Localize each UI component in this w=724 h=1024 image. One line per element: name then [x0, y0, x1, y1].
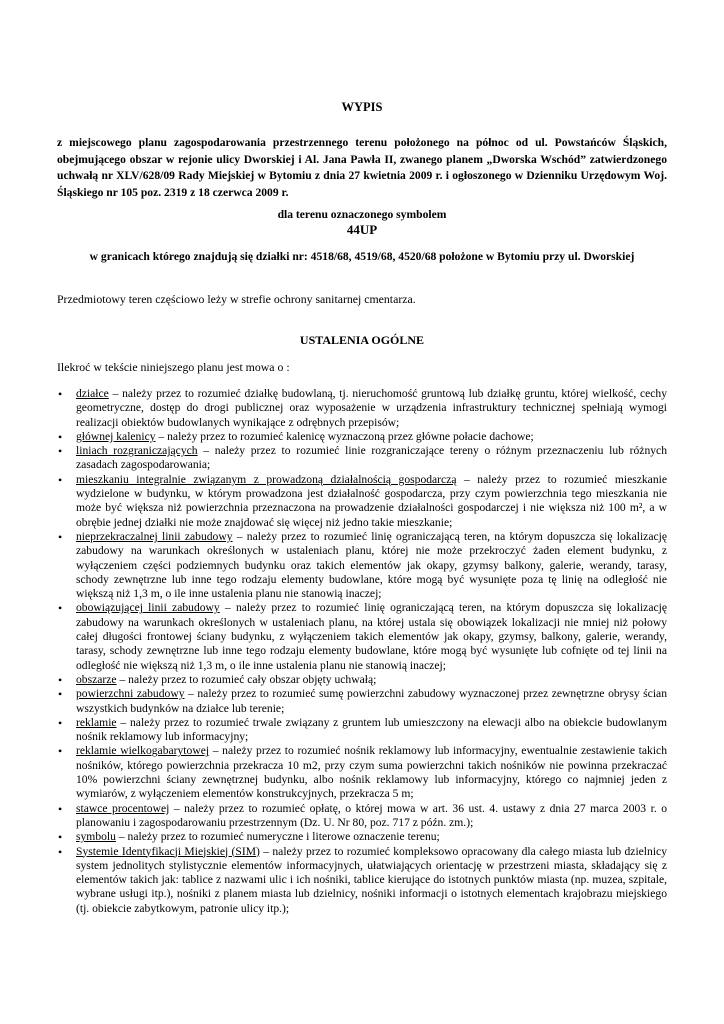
definition-term: Systemie Identyfikacji Miejskiej (SIM)	[76, 844, 260, 858]
definition-term: mieszkaniu integralnie związanym z prowadzoną działalnością gospodarczą	[76, 472, 457, 486]
definition-item	[57, 473, 667, 530]
definition-item	[57, 601, 667, 672]
definition-term: reklamie	[76, 715, 117, 729]
definition-text: – należy przez to rozumieć opłatę, o której mowa w art. 36 ust. 4. ustawy z dnia 27 marca 2003 r. o planowaniu i zagospodarowaniu przestrzennym (Dz. U. Nr 80, poz. 717 z późn. zm.);	[76, 801, 668, 829]
definitions-list	[57, 387, 667, 916]
intro-paragraph	[57, 135, 667, 201]
section-title: USTALENIA OGÓLNE	[299, 333, 425, 347]
definition-text: – należy przez to rozumieć linie rozgraniczające tereny o różnym przeznaczeniu lub różnych zasadach zagospodarowania;	[76, 444, 667, 472]
parcel-boundaries: w granicach którego znajdują się działki nr: 4518/68, 4519/68, 4520/68 położone w Bytomiu przy ul. Dworskiej	[89, 250, 635, 263]
definition-text: – należy przez to rozumieć nośnik reklamowy lub informacyjny, ewentualnie zestawienie takich nośników, którego powierzchnia przekracza 10 m2, przy czym suma powierzchni takich nośników nie powinna przekraczać 10% powierzchni ściany zewnętrznej budynku, albo nośnik reklamowy lub informacyjny, którego co najmniej jeden z wymiarów, z wyłączeniem elementów konstrukcyjnych, przekracza 5 m;	[76, 744, 667, 801]
intro-text: z miejscowego planu zagospodarowania przestrzennego terenu położonego na północ od ul. Powstańców Śląskich, obejmującego obszar w rejonie ulicy Dworskiej i Al. Jana Pawła II, zwanego planem „Dworska Wschód” zatwierdzonego uchwałą nr XLV/628/09 Rady Miejskiej w Bytomiu z dnia 27 kwietnia 2009 r. i ogłoszonego w Dzienniku Urzędowym Woj. Śląskiego nr 105 poz. 2319 z 18 czerwca 2009 r.	[57, 136, 667, 199]
definition-text: – należy przez to rozumieć cały obszar objęty uchwałą;	[116, 672, 377, 686]
definition-term: nieprzekraczalnej linii zabudowy	[76, 529, 233, 543]
definition-item	[57, 444, 667, 473]
definitions-intro: Ilekroć w tekście niniejszego planu jest mowa o :	[57, 360, 290, 374]
definition-text: – należy przez to rozumieć działkę budowlaną, tj. nieruchomość gruntową lub działkę gruntu, której wielkość, cechy geometryczne, dostęp do drogi publicznej oraz wyposażenie w urządzenia infrastruktury technicznej spełniają wymogi realizacji obiektów budowlanych wynikające z odrębnych przepisów;	[76, 387, 667, 429]
definition-term: powierzchni zabudowy	[76, 687, 185, 701]
definition-term: stawce procentowej	[76, 801, 170, 815]
definition-text: – należy przez to rozumieć linię ograniczającą teren, na którym dopuszcza się lokalizację zabudowy na warunkach określonych w ustaleniach planu, której nie może przekroczyć żaden element budynku, z wyłączeniem części podziemnych budynku oraz takich elementów jak okapy, gzymsy balkony, galerie, werandy, tarasy, schody zewnętrzne lub inne tego rodzaju elementy budowlane, które mogą być wysunięte poza tę linię na odległość nie większą niż 1,3 m, o ile inne ustalenia planu nie stanowią inaczej;	[76, 529, 667, 601]
definition-term: działce	[76, 387, 109, 400]
definition-term: symbolu	[76, 830, 116, 844]
symbol-label: dla terenu oznaczonego symbolem	[277, 208, 447, 221]
definition-item	[57, 744, 667, 801]
definition-text: – należy przez to rozumieć trwale związany z gruntem lub umieszczony na elewacji albo na obiekcie budowlanym nośnik reklamowy lub informacyjny;	[76, 715, 667, 744]
definition-item	[57, 430, 667, 444]
definition-item	[57, 530, 667, 601]
definition-term: obowiązującej linii zabudowy	[76, 601, 220, 615]
definition-text: – należy przez to rozumieć kalenicę wyznaczoną przez główne połacie dachowe;	[155, 429, 534, 443]
definition-text: – należy przez to rozumieć sumę powierzchni zabudowy wyznaczonej przez zewnętrzne obrysy ścian wszystkich budynków na działce lub terenie;	[76, 687, 667, 715]
definition-text: – należy przez to rozumieć numeryczne i literowe oznaczenie terenu;	[115, 830, 440, 844]
definition-term: głównej kalenicy	[76, 429, 156, 443]
definition-term: liniach rozgraniczających	[76, 444, 198, 458]
definition-text: – należy przez to rozumieć kompleksowo opracowany dla całego miasta lub dzielnicy system jednolitych stylistycznie elementów informacyjnych, ułatwiających orientację w przestrzeni miasta, składający się z elementów takich jak: tablice z nazwami ulic i ich nośniki, tablice kierujące do istotnych punktów miasta (np. muzea, szpitale, wybrane usługi itp.), nośniki z planem miasta lub dzielnicy, nośniki informacji o istotnych elementach krajobrazu miejskiego (tj. obiekcie zabytkowym, patronie ulicy itp.);	[76, 844, 667, 915]
definition-item	[57, 387, 667, 430]
definition-item	[57, 716, 667, 745]
area-symbol: 44UP	[346, 222, 378, 237]
definition-text: – należy przez to rozumieć linię ograniczającą teren, na którym dopuszcza się lokalizację zabudowy na warunkach określonych w ustaleniach planu, na której ustala się obowiązek lokalizacji nie mniej niż połowy całej długości frontowej ściany budynku, z wyłączeniem takich elementów jak okapy, gzymsy, balkony, galerie, werandy, tarasy, schody zewnętrzne lub inne tego rodzaju elementy budowlane, które mogą być wysunięte lub cofnięte od tej linii na odległość nie większą niż 1,3 m, o ile inne ustalenia planu nie stanowią inaczej;	[76, 601, 667, 672]
sanitary-zone-note: Przedmiotowy teren częściowo leży w strefie ochrony sanitarnej cmentarza.	[57, 292, 416, 306]
definition-item	[57, 830, 667, 844]
definition-term: obszarze	[76, 672, 117, 686]
definition-item	[57, 802, 667, 831]
document-title: WYPIS	[341, 100, 383, 114]
definition-item	[57, 673, 667, 687]
definition-item	[57, 845, 667, 916]
definition-term: reklamie wielkogabarytowej	[76, 744, 210, 758]
definition-item	[57, 687, 667, 716]
definition-text: – należy przez to rozumieć mieszkanie wydzielone w budynku, w którym prowadzona jest działalność gospodarcza, przy czym powierzchnia tego mieszkania nie może być większa niż powierzchnia przeznaczona na prowadzenie działalności gospodarczej i nie większa niż 100 m², a w obrębie jednej działki nie może znajdować się więcej niż jedno takie mieszkanie;	[76, 472, 667, 529]
